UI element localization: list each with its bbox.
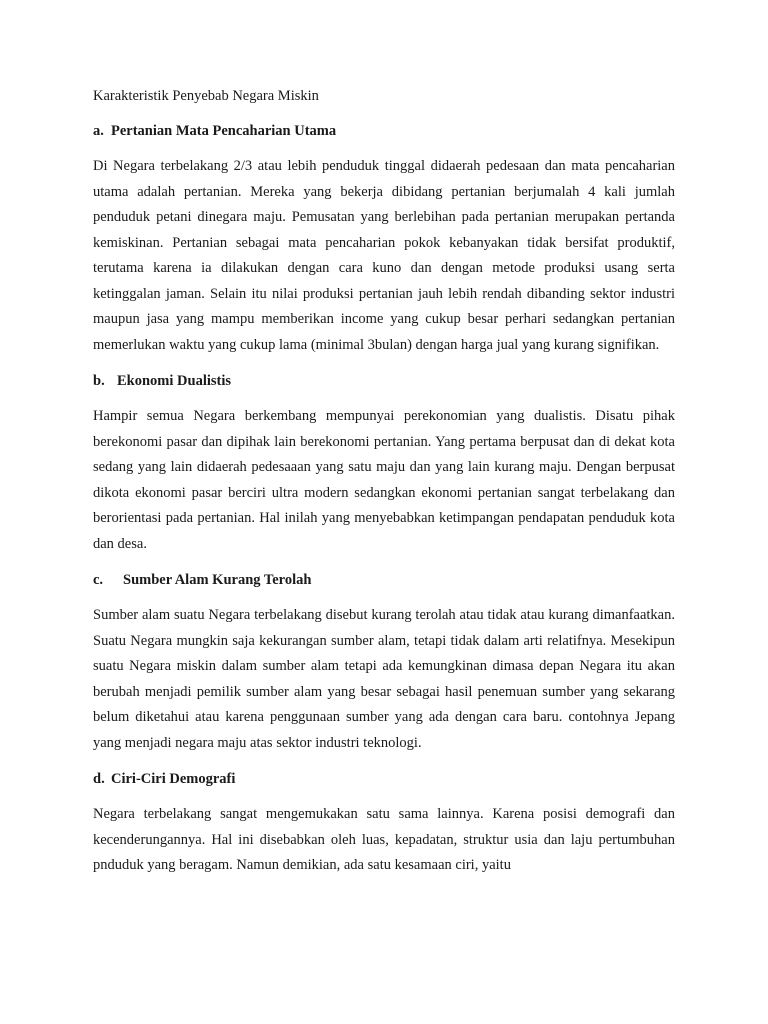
section-letter: d. bbox=[93, 771, 105, 787]
document-title: Karakteristik Penyebab Negara Miskin bbox=[93, 88, 319, 104]
section-heading-c bbox=[93, 568, 675, 593]
section-heading-b bbox=[93, 369, 675, 394]
section-title: Sumber Alam Kurang Terolah bbox=[123, 572, 312, 588]
section-title: Ekonomi Dualistis bbox=[117, 373, 232, 389]
section-paragraph-c: Sumber alam suatu Negara terbelakang disebut kurang terolah atau tidak atau kurang dimanfaatkan. Suatu Negara mungkin saja kekurangan sumber alam, tetapi tidak dalam arti relatifnya. Mesekipun suatu Negara miskin dalam sumber alam tetapi ada kemungkinan dimasa depan Negara itu akan berubah menjadi pemilik sumber alam yang besar sebagai hasil penemuan sumber yang sekarang belum diketahui atau karena penggunaan sumber yang ada dengan cara baru. contohnya Jepang yang menjadi negara maju atas sektor industri teknologi. bbox=[93, 607, 675, 751]
section-title: Pertanian Mata Pencaharian Utama bbox=[111, 123, 337, 139]
document-page bbox=[93, 84, 675, 878]
section-heading-d bbox=[93, 767, 675, 792]
section-title: Ciri-Ciri Demografi bbox=[111, 771, 236, 787]
section-paragraph-b: Hampir semua Negara berkembang mempunyai perekonomian yang dualistis. Disatu pihak berekonomi pasar dan dipihak lain berekonomi pertanian. Yang pertama berpusat dan di dekat kota sedang yang lain didaerah pedesaaan yang satu maju dan yang lain kurang maju. Dengan berpusat dikota ekonomi pasar berciri ultra modern sedangkan ekonomi pertanian sangat terbelakang dan berorientasi pada pertanian. Hal inilah yang menyebabkan ketimpangan pendapatan penduduk kota dan desa. bbox=[93, 408, 675, 552]
section-paragraph-d: Negara terbelakang sangat mengemukakan satu sama lainnya. Karena posisi demografi dan kecenderungannya. Hal ini disebabkan oleh luas, kepadatan, struktur usia dan laju pertumbuhan pnduduk yang beragam. Namun demikian, ada satu kesamaan ciri, yaitu bbox=[93, 806, 675, 873]
section-heading-a bbox=[93, 119, 675, 144]
section-paragraph-a: Di Negara terbelakang 2/3 atau lebih penduduk tinggal didaerah pedesaan dan mata pencaharian utama adalah pertanian. Mereka yang bekerja dibidang pertanian berjumalah 4 kali jumlah penduduk petani dinegara maju. Pemusatan yang berlebihan pada pertanian merupakan pertanda kemiskinan. Pertanian sebagai mata pencaharian pokok kebanyakan tidak bersifat produktif, terutama karena ia dilakukan dengan cara kuno dan dengan metode produksi usang serta ketinggalan jaman. Selain itu nilai produksi pertanian jauh lebih rendah dibanding sektor industri maupun jasa yang mampu memberikan income yang cukup besar perhari sedangkan pertanian memerlukan waktu yang cukup lama (minimal 3bulan) dengan harga jual yang kurang signifikan. bbox=[93, 158, 675, 353]
section-letter: a. bbox=[93, 123, 104, 139]
section-letter: c. bbox=[93, 572, 104, 588]
section-letter: b. bbox=[93, 373, 105, 389]
